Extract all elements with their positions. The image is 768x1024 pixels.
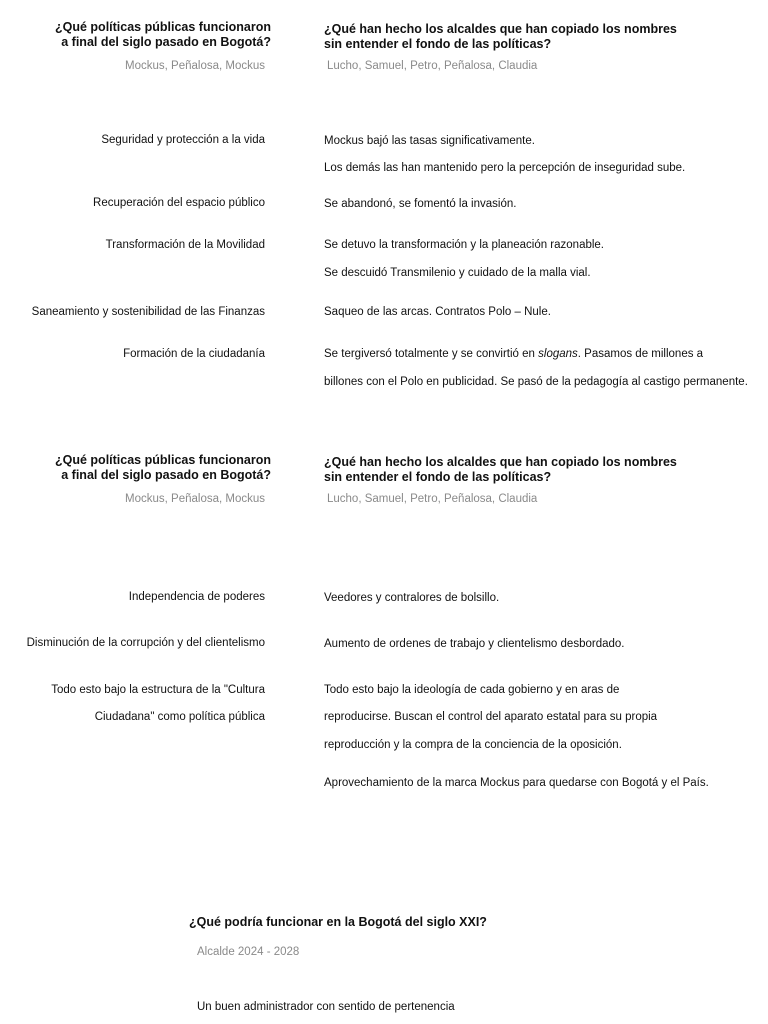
policy-label: Recuperación del espacio público bbox=[93, 197, 265, 209]
policy-label: Formación de la ciudadanía bbox=[123, 348, 265, 360]
policy-label: Independencia de poderes bbox=[128, 591, 265, 603]
policy-result-line: Se abandonó, se fomentó la invasión. bbox=[324, 198, 517, 210]
policy-result-line: reproducirse. Buscan el control del aparato estatal para su propia bbox=[324, 711, 658, 723]
policy-result-line: Todo esto bajo la ideología de cada gobierno y en aras de bbox=[324, 684, 620, 696]
question-line: sin entender el fondo de las políticas? bbox=[324, 470, 552, 484]
section1-names-left: Mockus, Peñalosa, Mockus bbox=[125, 60, 265, 72]
policy-label: Todo esto bajo la estructura de la "Cultura bbox=[51, 684, 265, 696]
question-line: a final del siglo pasado en Bogotá? bbox=[61, 35, 271, 49]
policy-label: Saneamiento y sostenibilidad de las Finanzas bbox=[31, 306, 265, 318]
question-line: ¿Qué han hecho los alcaldes que han copiado los nombres bbox=[324, 22, 677, 36]
section1-question-right bbox=[324, 22, 677, 52]
section2-names-right: Lucho, Samuel, Petro, Peñalosa, Claudia bbox=[327, 493, 538, 505]
section3-subtitle: Alcalde 2024 - 2028 bbox=[197, 946, 300, 958]
text-segment: Se tergiversó totalmente y se convirtió en bbox=[324, 348, 539, 360]
policy-result-line: reproducción y la compra de la conciencia de la oposición. bbox=[324, 739, 622, 751]
policy-label: Transformación de la Movilidad bbox=[105, 239, 265, 251]
policy-result-line bbox=[324, 348, 703, 360]
policy-result-line: billones con el Polo en publicidad. Se pasó de la pedagogía al castigo permanente. bbox=[324, 376, 748, 388]
section1-names-right: Lucho, Samuel, Petro, Peñalosa, Claudia bbox=[327, 60, 538, 72]
section2-question-left bbox=[55, 453, 271, 483]
section3-text: Un buen administrador con sentido de pertenencia bbox=[197, 1001, 455, 1013]
section2-question-right bbox=[324, 455, 677, 485]
question-line: ¿Qué han hecho los alcaldes que han copiado los nombres bbox=[324, 455, 677, 469]
policy-label: Seguridad y protección a la vida bbox=[101, 134, 265, 146]
policy-result-line: Mockus bajó las tasas significativamente. bbox=[324, 135, 535, 147]
section1-question-left bbox=[55, 20, 271, 50]
policy-result-line: Veedores y contralores de bolsillo. bbox=[324, 592, 500, 604]
question-line: ¿Qué políticas públicas funcionaron bbox=[55, 20, 271, 34]
question-line: a final del siglo pasado en Bogotá? bbox=[61, 468, 271, 482]
text-segment: . Pasamos de millones a bbox=[577, 348, 704, 360]
emphasis-text: slogans bbox=[538, 348, 578, 360]
question-line: sin entender el fondo de las políticas? bbox=[324, 37, 552, 51]
policy-result-line: Aumento de ordenes de trabajo y clientelismo desbordado. bbox=[324, 638, 625, 650]
policy-result-line: Saqueo de las arcas. Contratos Polo – Nule. bbox=[324, 306, 551, 318]
policy-result-line: Se descuidó Transmilenio y cuidado de la malla vial. bbox=[324, 267, 591, 279]
policy-result-line: Los demás las han mantenido pero la percepción de inseguridad sube. bbox=[324, 162, 686, 174]
section2-names-left: Mockus, Peñalosa, Mockus bbox=[125, 493, 265, 505]
policy-label: Disminución de la corrupción y del clientelismo bbox=[26, 637, 265, 649]
policy-result-line: Aprovechamiento de la marca Mockus para quedarse con Bogotá y el País. bbox=[324, 777, 709, 789]
policy-result-line: Se detuvo la transformación y la planeación razonable. bbox=[324, 239, 605, 251]
question-line: ¿Qué políticas públicas funcionaron bbox=[55, 453, 271, 467]
section3-question: ¿Qué podría funcionar en la Bogotá del siglo XXI? bbox=[189, 915, 487, 929]
policy-label: Ciudadana" como política pública bbox=[94, 711, 265, 723]
